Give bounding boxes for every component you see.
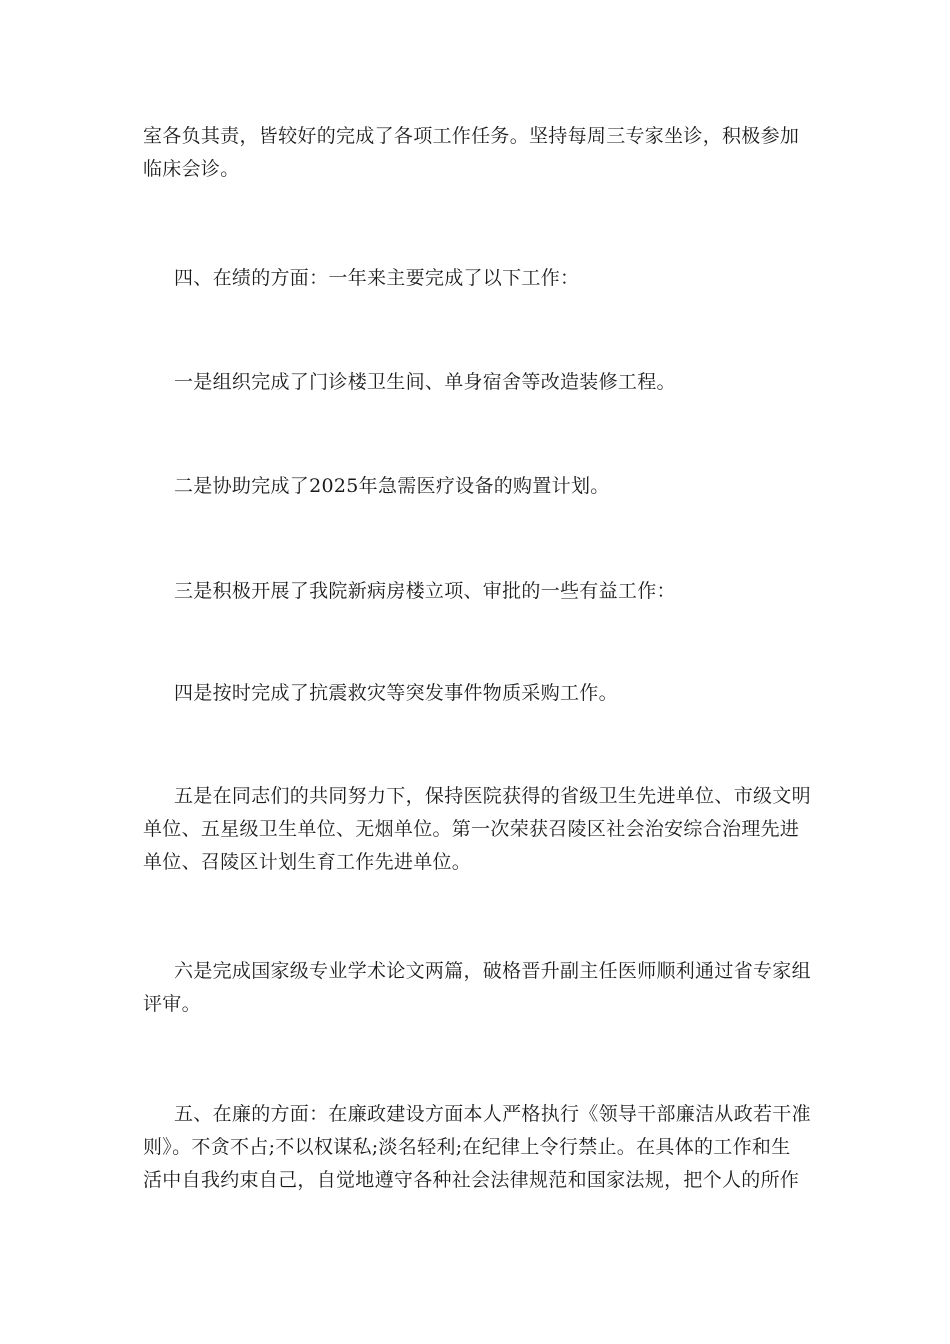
- achievement-item-one: [143, 366, 813, 399]
- paragraph-line: 则》。不贪不占;不以权谋私;淡名轻利;在纪律上令行禁止。在具体的工作和生: [143, 1136, 791, 1158]
- paragraph-line: 四是按时完成了抗震救灾等突发事件物质采购工作。: [174, 682, 618, 704]
- section-heading-performance: [143, 262, 813, 295]
- achievement-item-two: [143, 470, 813, 503]
- paragraph-line: 四、在绩的方面：一年来主要完成了以下工作：: [174, 267, 580, 289]
- achievement-item-five: [143, 780, 813, 879]
- paragraph-line: 三是积极开展了我院新病房楼立项、审批的一些有益工作：: [174, 580, 676, 602]
- paragraph-line: 临床会诊。: [143, 158, 240, 180]
- achievement-item-four: [143, 677, 813, 710]
- paragraph-line: 单位、召陵区计划生育工作先进单位。: [143, 851, 472, 873]
- paragraph-line: 一是组织完成了门诊楼卫生间、单身宿舍等改造装修工程。: [174, 371, 676, 393]
- paragraph-line: 五、在廉的方面：在廉政建设方面本人严格执行《领导干部廉洁从政若干准: [174, 1103, 811, 1125]
- achievement-item-six: [143, 955, 813, 1021]
- paragraph-line: 六是完成国家级专业学术论文两篇，破格晋升副主任医师顺利通过省专家组: [174, 960, 811, 982]
- achievement-item-three: [143, 575, 813, 608]
- paragraph-continuation: [143, 120, 813, 186]
- paragraph-line: 评审。: [143, 993, 201, 1015]
- section-heading-integrity: [143, 1098, 813, 1197]
- paragraph-line: 二是协助完成了2025年急需医疗设备的购置计划。: [174, 475, 610, 497]
- paragraph-line: 活中自我约束自己，自觉地遵守各种社会法律规范和国家法规，把个人的所作: [143, 1169, 800, 1191]
- paragraph-line: 五是在同志们的共同努力下，保持医院获得的省级卫生先进单位、市级文明: [174, 785, 811, 807]
- paragraph-line: 单位、五星级卫生单位、无烟单位。第一次荣获召陵区社会治安综合治理先进: [143, 818, 800, 840]
- paragraph-line: 室各负其责，皆较好的完成了各项工作任务。坚持每周三专家坐诊，积极参加: [143, 125, 800, 147]
